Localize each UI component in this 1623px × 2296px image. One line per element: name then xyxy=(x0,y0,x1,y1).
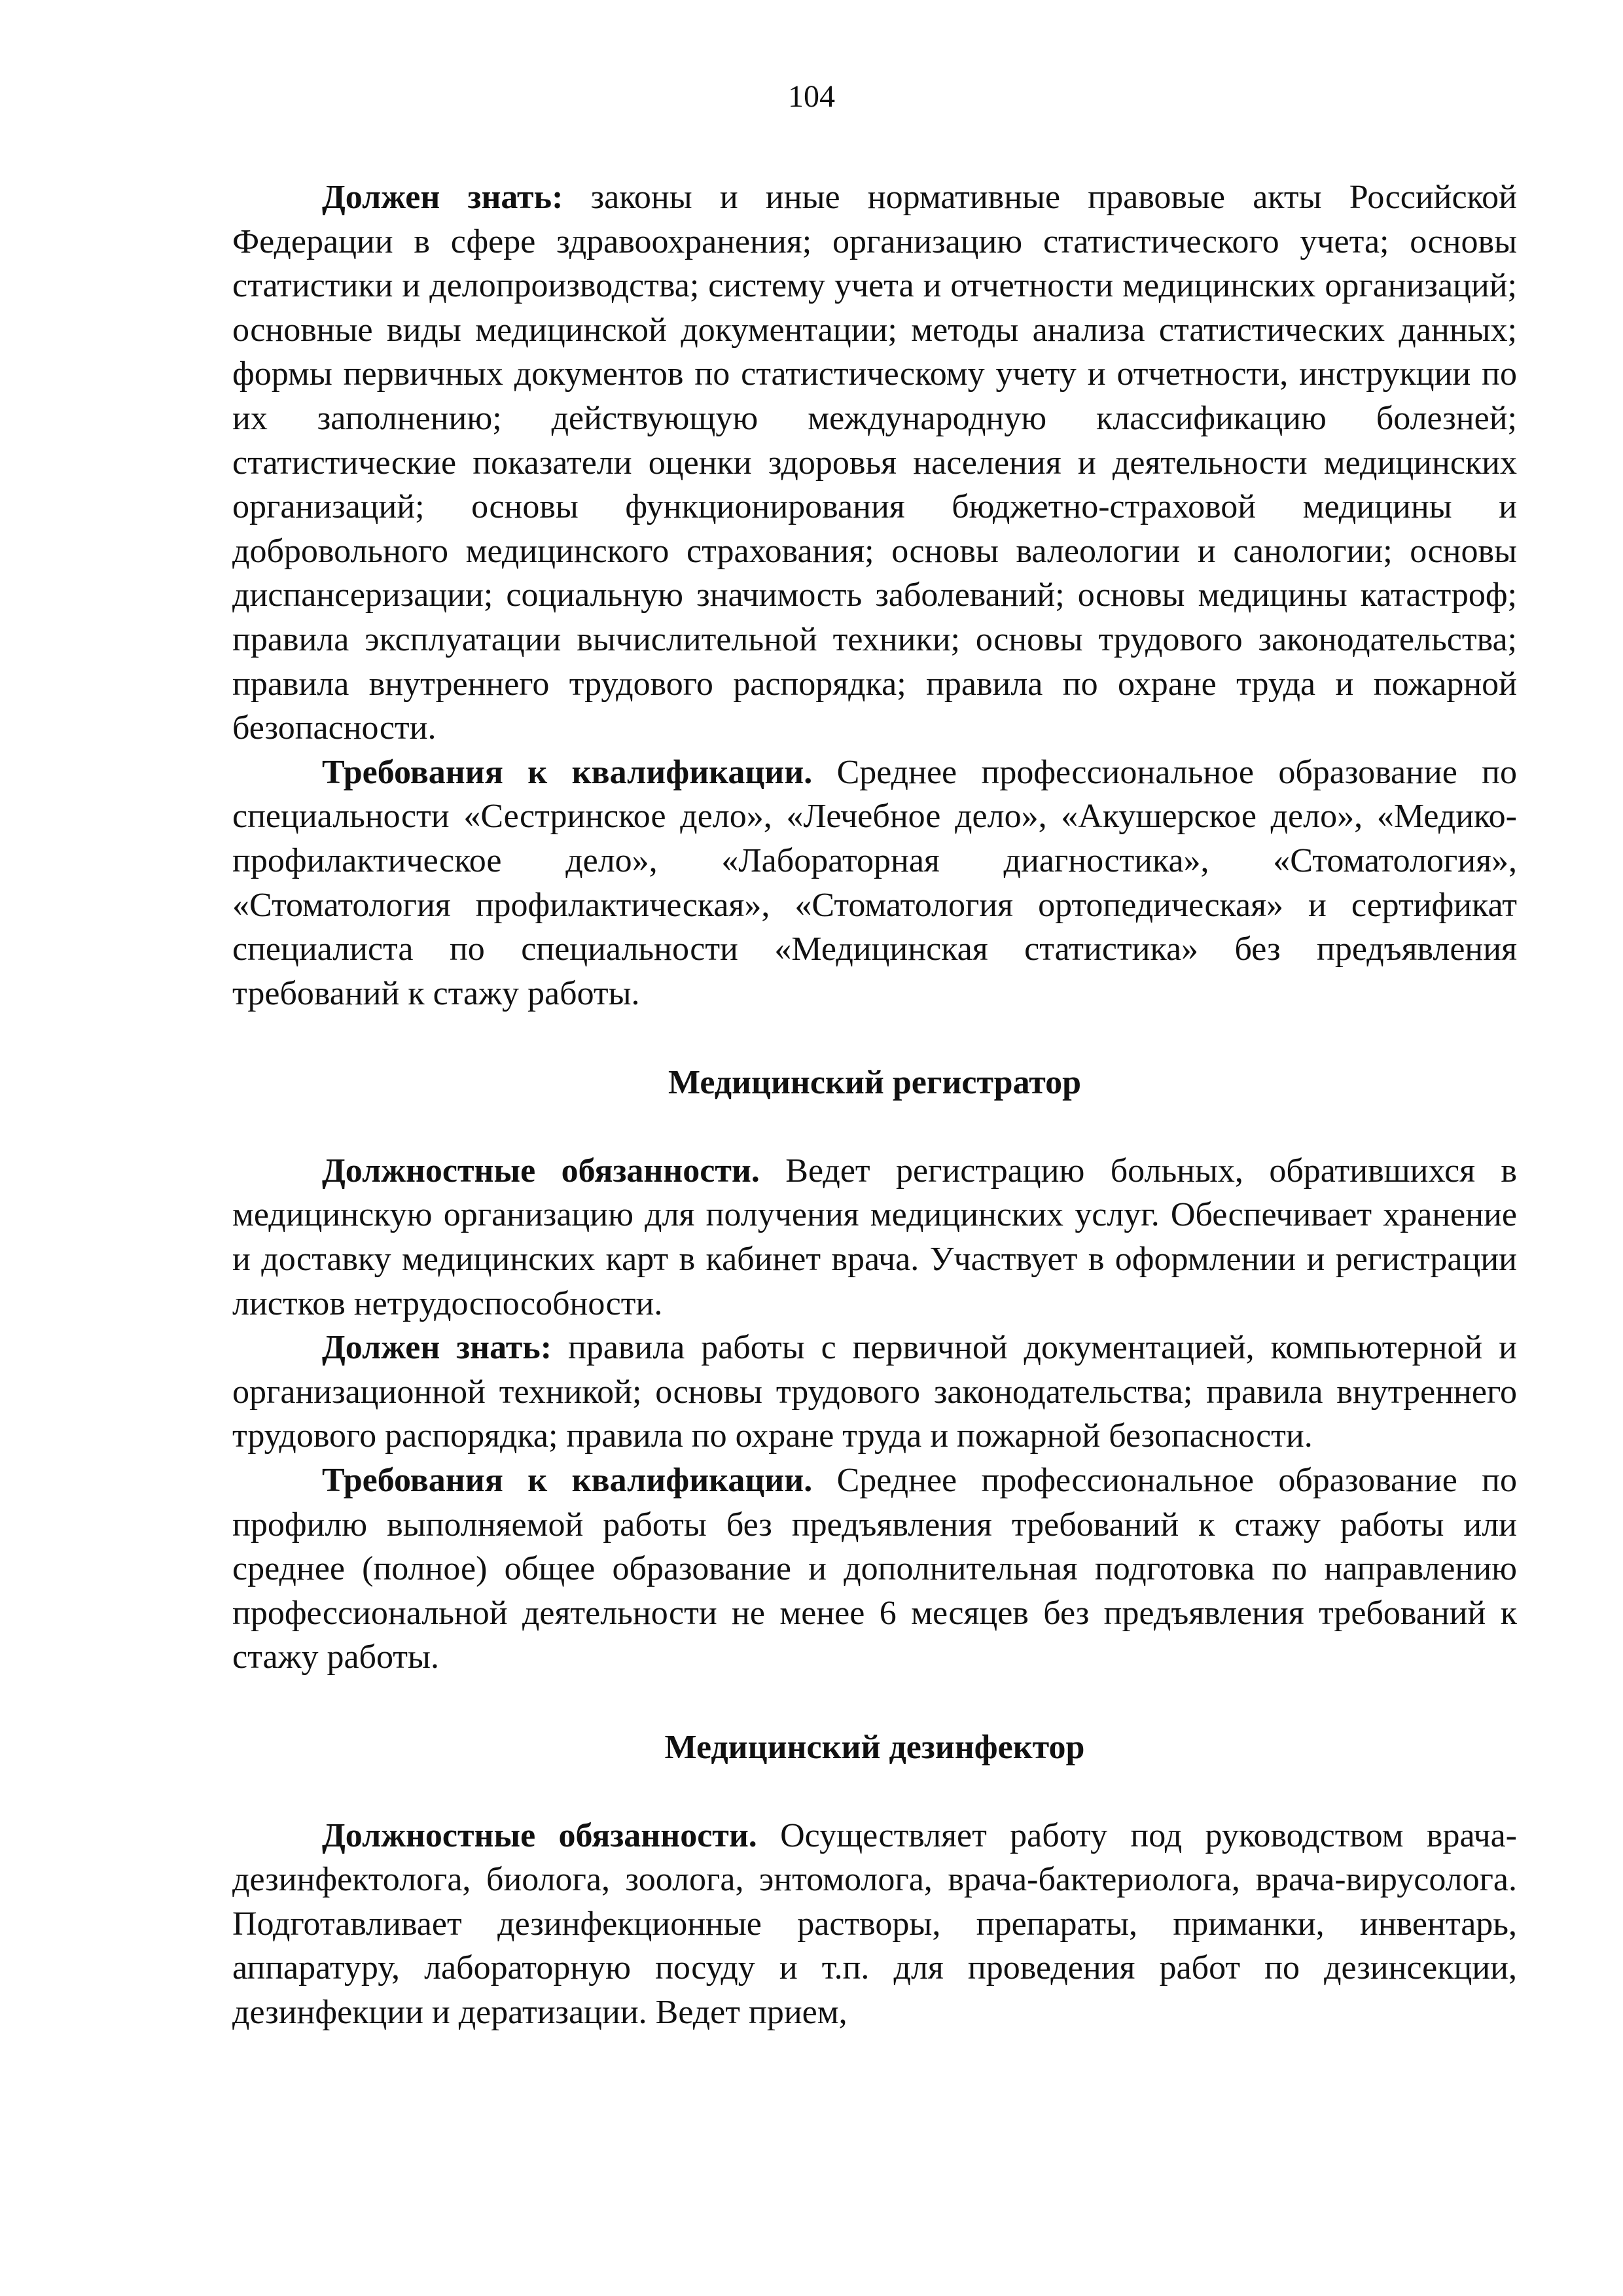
duties-label: Должностные обязанности. xyxy=(322,1816,757,1854)
qualification-label: Требования к квалификации. xyxy=(322,753,813,791)
qualification-label: Требования к квалификации. xyxy=(322,1462,813,1500)
qualification-text: Среднее профессиональное образование по специальности «Сестринское дело», «Лечебное дело», «Акушерское дело», «Медико-профилактическое дело», «Лабораторная диагностика», «Стоматология», «Стоматология профилактическая», «Стоматология ортопедическая» и сертификат специалиста по специальности «Медицинская статистика» без предъявления требований к стажу работы. xyxy=(232,753,1518,1012)
intro-qualification-paragraph xyxy=(232,751,1517,1016)
must-know-text: правила работы с первичной документацией, компьютерной и организационной техникой; основы трудового законодательства; правила внутреннего трудового распорядка; правила по охране труда и пожарной безопасности. xyxy=(232,1329,1517,1455)
section-heading-disinfector: Медицинский дезинфектор xyxy=(664,1729,1085,1766)
duties-text: Ведет регистрацию больных, обратившихся в медицинскую организацию для получения медицинских услуг. Обеспечивает хранение и доставку медицинских карт в кабинет врача. Участвует в оформлении и регистрации листков нетрудоспособности. xyxy=(232,1152,1517,1322)
page-number: 104 xyxy=(788,79,835,114)
duties-text: Осуществляет работу под руководством врача-дезинфектолога, биолога, зоолога, энтомолога, врача-бактериолога, врача-вирусолога. Подготавливает дезинфекционные растворы, препараты, приманки, инвентарь, аппаратуру, лабораторную посуду и т.п. для проведения работ по дезинсекции, дезинфекции и дератизации. Ведет прием, xyxy=(232,1816,1517,2031)
must-know-text: законы и иные нормативные правовые акты Российской Федерации в сфере здравоохранения; организацию статистического учета; основы статистики и делопроизводства; систему учета и отчетности медицинских организаций; основные виды медицинской документации; методы анализа статистических данных; формы первичных документов по статистическому учету и отчетности, инструкции по их заполнению; действующую международную классификацию болезней; статистические показатели оценки здоровья населения и деятельности медицинских организаций; основы функционирования бюджетно-страховой медицины и добровольного медицинского страхования; основы валеологии и санологии; основы диспансеризации; социальную значимость заболеваний; основы медицины катастроф; правила эксплуатации вычислительной техники; основы трудового законодательства; правила внутреннего трудового распорядка; правила по охране труда и пожарной безопасности. xyxy=(232,179,1517,747)
intro-must-know-paragraph xyxy=(232,175,1517,751)
registrar-must-know-paragraph xyxy=(232,1326,1517,1458)
must-know-label: Должен знать: xyxy=(322,179,563,216)
registrar-duties-paragraph xyxy=(232,1149,1517,1326)
document-body xyxy=(232,175,1517,2035)
section-heading-registrar: Медицинский регистратор xyxy=(668,1064,1082,1102)
registrar-qualification-paragraph xyxy=(232,1458,1517,1680)
qualification-text: Среднее профессиональное образование по профилю выполняемой работы без предъявления требований к стажу работы или среднее (полное) общее образование и дополнительная подготовка по направлению профессиональной деятельности не менее 6 месяцев без предъявления требований к стажу работы. xyxy=(232,1462,1518,1676)
duties-label: Должностные обязанности. xyxy=(322,1152,760,1190)
disinfector-duties-paragraph xyxy=(232,1814,1517,2035)
must-know-label: Должен знать: xyxy=(322,1329,552,1367)
